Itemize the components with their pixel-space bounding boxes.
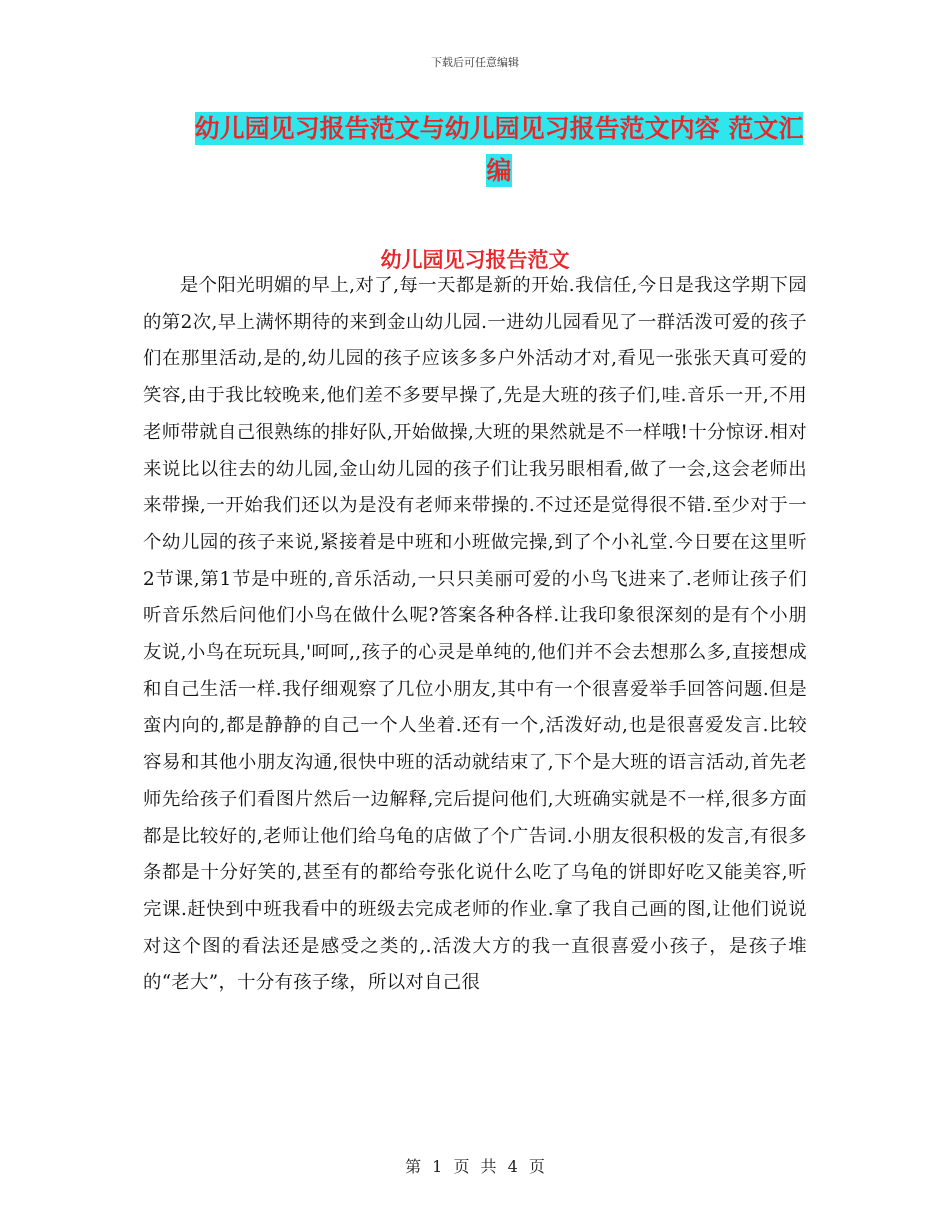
page-footer: 第 1 页 共 4 页 bbox=[405, 1157, 545, 1176]
document-title bbox=[188, 108, 810, 192]
body-paragraph: 是个阳光明媚的早上,对了,每一天都是新的开始.我信任,今日是我这学期下园的第2次,早上满怀期待的来到金山幼儿园.一进幼儿园看见了一群活泼可爱的孩子们在那里活动,是的,幼儿园的孩子应该多多户外活动才对,看见一张张天真可爱的笑容,由于我比较晚来,他们差不多要早操了,先是大班的孩子们,哇.音乐一开,不用老师带就自己很熟练的排好队,开始做操,大班的果然就是不一样哦!十分惊讶.相对来说比以往去的幼儿园,金山幼儿园的孩子们让我另眼相看,做了一会,这会老师出来带操,一开始我们还以为是没有老师来带操的.不过还是觉得很不错.至少对于一个幼儿园的孩子来说,紧接着是中班和小班做完操,到了个小礼堂.今日要在这里听2节课,第1节是中班的,音乐活动,一只只美丽可爱的小鸟飞进来了.老师让孩子们听音乐然后问他们小鸟在做什么呢?答案各种各样.让我印象很深刻的是有个小朋友说,小鸟在玩玩具,'呵呵,,孩子的心灵是单纯的,他们并不会去想那么多,直接想成和自己生活一样.我仔细观察了几位小朋友,其中有一个很喜爱举手回答问题.但是蛮内向的,都是静静的自己一个人坐着.还有一个,活泼好动,也是很喜爱发言.比较容易和其他小朋友沟通,很快中班的活动就结束了,下个是大班的语言活动,首先老师先给孩子们看图片然后一边解释,完后提问他们,大班确实就是不一样,很多方面都是比较好的,老师让他们给乌龟的店做了个广告词.小朋友很积极的发言,有很多条都是十分好笑的,甚至有的都给夸张化说什么吃了乌龟的饼即好吃又能美容,听完课.赶快到中班我看中的班级去完成老师的作业.拿了我自己画的图,让他们说说对这个图的看法还是感受之类的,.活泼大方的我一直很喜爱小孩子，是孩子堆的“老大”，十分有孩子缘，所以对自己很 bbox=[143, 275, 807, 994]
header-note: 下载后可任意编辑 bbox=[431, 56, 519, 69]
section-heading: 幼儿园见习报告范文 bbox=[380, 247, 570, 272]
title-highlight: 幼儿园见习报告范文与幼儿园见习报告范文内容 范文汇编 bbox=[194, 114, 804, 185]
